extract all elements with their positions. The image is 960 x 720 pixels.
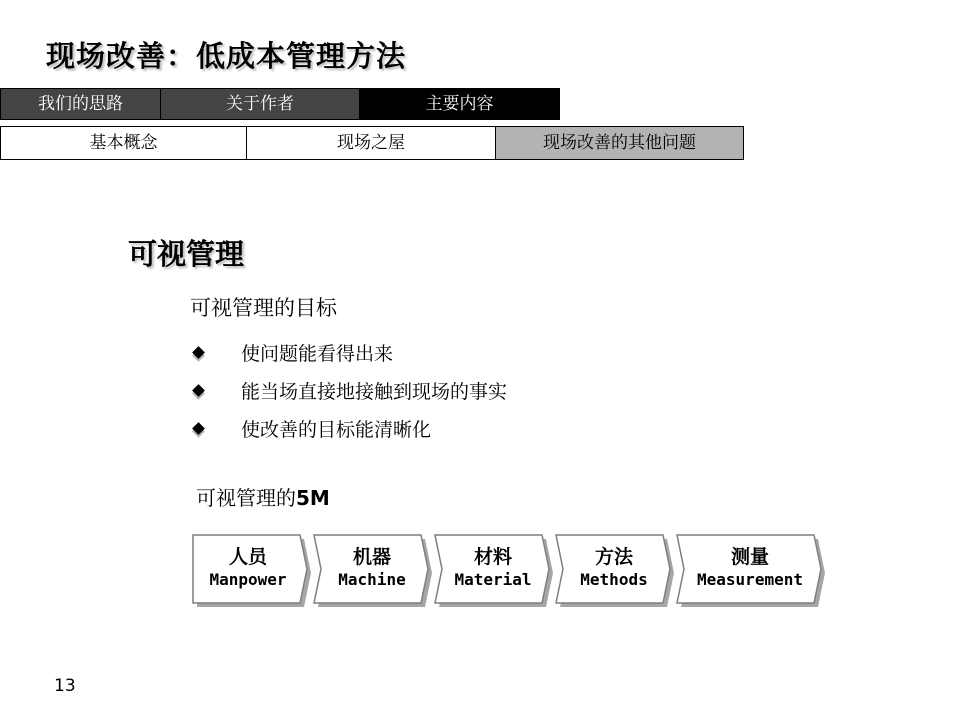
goal-heading: 可视管理的目标 xyxy=(190,296,337,320)
diamond-bullet-icon xyxy=(192,384,205,397)
chevron-label-zh: 材料 xyxy=(473,546,512,568)
page-number: 13 xyxy=(54,676,76,696)
chevron-machine xyxy=(317,532,427,604)
subtab-basic-concepts[interactable]: 基本概念 xyxy=(0,126,247,160)
page-title: 现场改善：低成本管理方法 xyxy=(46,39,407,73)
list-item-text: 使问题能看得出来 xyxy=(241,342,394,365)
list-item xyxy=(190,333,507,371)
diamond-bullet-icon xyxy=(192,422,205,435)
diamond-bullet-icon xyxy=(192,346,205,359)
chevron-label-zh: 人员 xyxy=(228,546,267,568)
chevron-label-zh: 方法 xyxy=(594,546,633,568)
chevron-label-en: Methods xyxy=(580,570,648,589)
section-title: 可视管理 xyxy=(128,237,245,271)
subtab-other-issues[interactable]: 现场改善的其他问题 xyxy=(496,126,744,160)
sub-tab-bar xyxy=(0,126,744,160)
fivem-heading xyxy=(196,482,330,511)
list-item xyxy=(190,371,507,409)
fivem-heading-prefix: 可视管理的 xyxy=(196,486,296,510)
chevron-material xyxy=(438,532,548,604)
fivem-chevron-row xyxy=(190,532,830,612)
chevron-label-zh: 测量 xyxy=(730,546,769,568)
chevron-manpower xyxy=(193,532,303,604)
tab-our-approach[interactable]: 我们的思路 xyxy=(0,88,161,120)
tab-about-author[interactable]: 关于作者 xyxy=(161,88,360,120)
chevron-label-en: Machine xyxy=(338,570,406,589)
list-item-text: 使改善的目标能清晰化 xyxy=(241,418,432,441)
main-tab-bar xyxy=(0,88,560,120)
chevron-label-en: Measurement xyxy=(697,570,803,589)
chevron-label-en: Material xyxy=(454,570,532,589)
chevron-label-zh: 机器 xyxy=(352,546,391,568)
subtab-gemba-house[interactable]: 现场之屋 xyxy=(247,126,496,160)
tab-main-content[interactable]: 主要内容 xyxy=(360,88,560,120)
chevron-methods xyxy=(559,532,669,604)
list-item-text: 能当场直接地接触到现场的事实 xyxy=(241,380,508,403)
list-item xyxy=(190,409,507,447)
chevron-label-en: Manpower xyxy=(209,570,287,589)
fivem-heading-suffix: 5M xyxy=(296,486,330,510)
goal-list xyxy=(190,333,507,447)
chevron-measurement xyxy=(680,532,820,604)
